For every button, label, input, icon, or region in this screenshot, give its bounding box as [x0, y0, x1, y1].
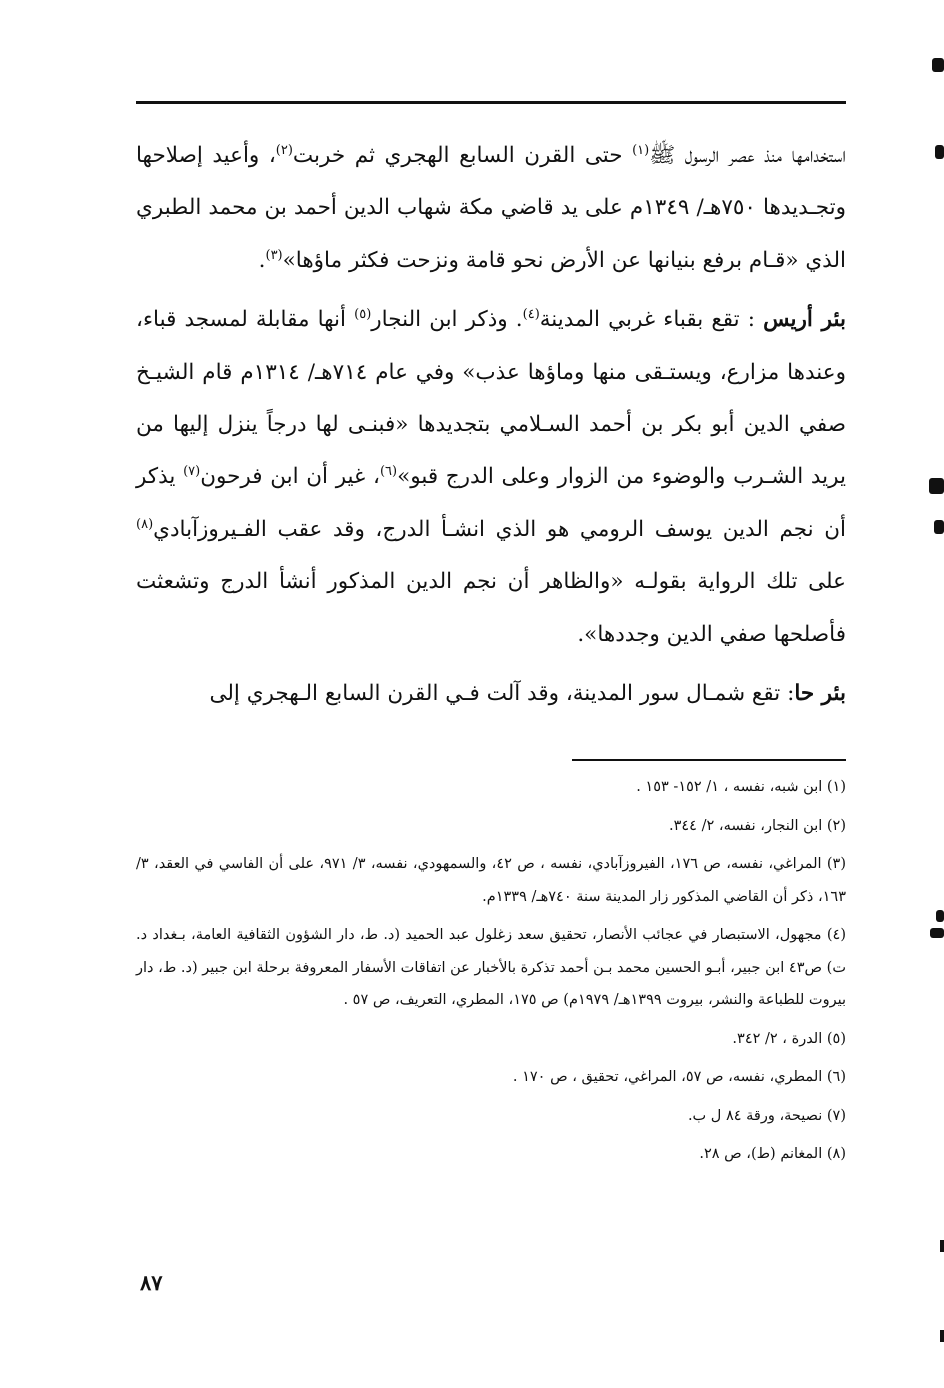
paragraph-bir-aris	[136, 294, 846, 661]
scan-edge-mark	[934, 520, 944, 534]
footnote-1: (١) ابن شبه، نفسه ، ١/ ١٥٢- ١٥٣ .	[636, 779, 846, 795]
text-run: حتى القرن السابع الهجري ثم خربت	[292, 143, 633, 168]
footnote-5: (٥) الدرة ، ٢/ ٣٤٢.	[732, 1030, 846, 1047]
text-run: : تقع بقباء غربي المدينة	[539, 307, 764, 333]
text-run: : تقع شمـال سور المدينة، وقد آلت فـي القرن السابع الـهجري إلى	[209, 681, 795, 707]
text-run: . وذكر ابن النجار	[371, 307, 523, 333]
scan-edge-mark	[932, 58, 944, 72]
footnote-ref[interactable]: (٨)	[136, 516, 154, 532]
footnote-separator	[572, 759, 846, 761]
scan-edge-mark	[930, 928, 944, 938]
entry-heading: بئر حا	[794, 681, 846, 707]
scan-edge-mark	[936, 910, 944, 922]
footnote-ref[interactable]: (٢)	[275, 142, 293, 158]
text-run: استخدامها منذ عصر الرسول ﷺ	[649, 143, 846, 168]
header-rule	[136, 101, 846, 104]
text-run: ، غير أن ابن فرحون	[200, 464, 380, 490]
scan-edge-mark	[935, 145, 944, 159]
entry-heading: بئر أريس	[763, 307, 846, 333]
paragraph-bir-ha	[136, 668, 846, 720]
scan-edge-mark	[929, 478, 944, 494]
page-number: ٨٧	[140, 1270, 163, 1295]
footnote-ref[interactable]: (٧)	[183, 464, 201, 480]
footnote-6: (٦) المطري، نفسه، ص ٥٧، المراغي، تحقيق ، ص ١٧٠ .	[512, 1069, 846, 1085]
footnote-2: (٢) ابن النجار، نفسه، ٢/ ٣٤٤.	[669, 817, 846, 834]
footnote-ref[interactable]: (١)	[632, 142, 650, 158]
footnote-7: (٧) نصيحة، ورقة ٨٤ ل ب.	[687, 1107, 846, 1124]
footnotes	[136, 771, 846, 1177]
scan-edge-mark	[940, 1330, 944, 1342]
footnote-ref[interactable]: (٦)	[379, 464, 398, 480]
text-run: يذكر أن نجم الدين يوسف الرومي هو الذي انشـأ الدرج، وقد عقب الفـيروزآبادي	[136, 464, 846, 542]
scan-edge-mark	[940, 1240, 944, 1252]
text-run: .	[258, 247, 266, 273]
footnote-8: (٨) المغانم (ط)، ص ٢٨.	[699, 1146, 846, 1162]
paragraph	[136, 130, 846, 287]
main-text	[136, 130, 846, 720]
footnote-ref[interactable]: (٤)	[522, 307, 540, 323]
footnote-ref[interactable]: (٣)	[265, 247, 283, 263]
footnote-ref[interactable]: (٥)	[354, 307, 372, 323]
footnote-3: (٣) المراغي، نفسه، ص ١٧٦، الفيروزآبادي، نفسه ، ص ٤٢، والسمهودي، نفسه، ٣/ ٩٧١، على أن الفاسي في العقد، ٣/ ١٦٣، ذكر أن القاضي المذكور زار المدينة سنة ٧٤٠هـ/ ١٣٣٩م.	[136, 856, 846, 905]
footnote-4: (٤) مجهول، الاستبصار في عجائب الأنصار، تحقيق سعد زغلول عبد الحميد (د. ط، دار الشؤون الثقافية العامة، بـغداد د. ت) ص٤٣ ابن جبير، أبـو الحسين محمد بـن أحمد تذكرة بالأخبار عن اتفاقات الأسفار المعروفة برحلة ابن جبير (د. ط، دار بيروت للطباعة والنشر، بيروت ١٣٩٩هـ/ ١٩٧٩م) ص ١٧٥، المطري، التعريف، ص ٥٧ .	[136, 927, 846, 1008]
text-run: ، وأعيد إصلاحها وتجـديدها ٧٥٠هـ/ ١٣٤٩م على يد قاضي مكة شهاب الدين أحمد بن محمد الطبري الذي «قـام برفع بنيانها عن الأرض نحو قامة ونزحت فكثر ماؤها»	[136, 143, 846, 273]
text-run: أنها مقابلة لمسجد قباء، وعندها مزارع، ويستـقى منها وماؤها عذب» وفي عام ٧١٤هـ/ ١٣١٤م قام الشيـخ صفي الدين أبو بكر بن أحمد السـلامي بتجديدها «فبنـى لها درجاً ينزل إليها من يريد الشـرب والوضوء من الزوار وعلى الدرج قبو»	[136, 307, 846, 490]
text-run: على تلك الرواية بقولـه «والظاهر أن نجم الدين المذكور أنشأ الدرج وتشعثت فأصلحها صفي الدين وجددها».	[136, 569, 846, 647]
